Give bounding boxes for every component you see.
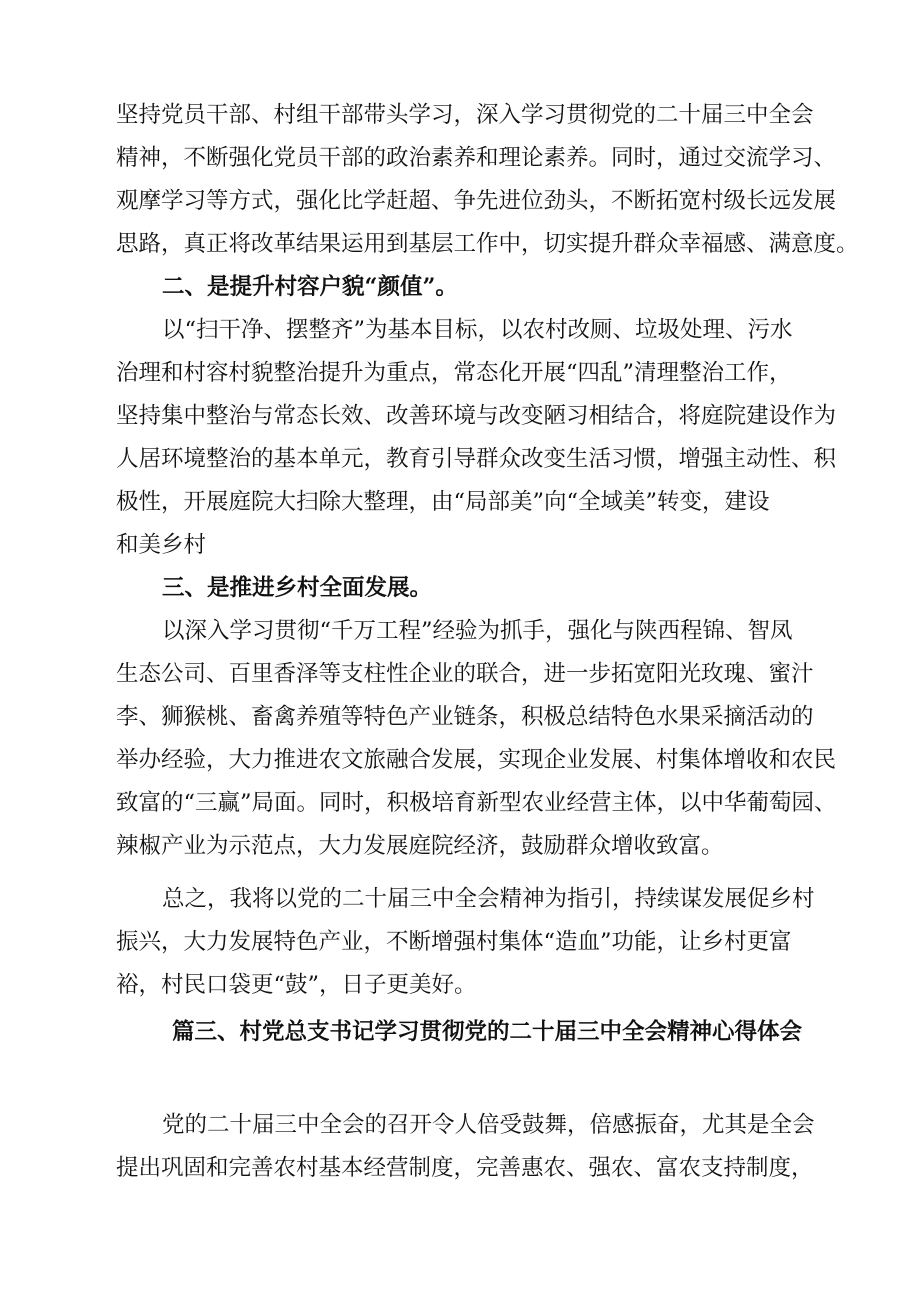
body-line: 总之，我将以党的二十届三中全会精神为指引，持续谋发展促乡村	[162, 886, 815, 912]
body-line: 辣椒产业为示范点，大力发展庭院经济，鼓励群众增收致富。	[116, 833, 724, 859]
body-line: 致富的“三赢”局面。同时，积极培育新型农业经营主体，以中华葡萄园、	[116, 790, 837, 816]
body-line: 坚持党员干部、村组干部带头学习，深入学习贯彻党的二十届三中全会	[116, 102, 814, 128]
body-line: 坚持集中整治与常态长效、改善环境与改变陋习相结合，将庭院建设作为	[116, 403, 837, 429]
body-line: 观摩学习等方式，强化比学赶超、争先进位劲头，不断拓宽村级长远发展	[116, 188, 837, 214]
body-line: 极性，开展庭院大扫除大整理，由“局部美”向“全域美”转变，建设	[116, 489, 770, 515]
section-heading: 三、是推进乡村全面发展。	[162, 575, 433, 601]
body-line: 生态公司、百里香泽等支柱性企业的联合，进一步拓宽阳光玫瑰、蜜汁	[116, 661, 814, 687]
body-line: 精神，不断强化党员干部的政治素养和理论素养。同时，通过交流学习、	[116, 145, 837, 171]
body-line: 思路，真正将改革结果运用到基层工作中，切实提升群众幸福感、满意度。	[116, 231, 859, 257]
body-line: 以“扫干净、摆整齐”为基本目标，以农村改厕、垃圾处理、污水	[162, 317, 793, 343]
body-line: 裕，村民口袋更“鼓”，日子更美好。	[116, 972, 477, 998]
body-line: 党的二十届三中全会的召开令人倍受鼓舞，倍感振奋，尤其是全会	[162, 1112, 815, 1138]
article-title: 篇三、村党总支书记学习贯彻党的二十届三中全会精神心得体会	[172, 1019, 803, 1045]
body-line: 人居环境整治的基本单元，教育引导群众改变生活习惯，增强主动性、积	[116, 446, 837, 472]
body-line: 举办经验，大力推进农文旅融合发展，实现企业发展、村集体增收和农民	[116, 747, 837, 773]
body-line: 提出巩固和完善农村基本经营制度，完善惠农、强农、富农支持制度，	[116, 1155, 814, 1181]
body-line: 和美乡村	[116, 532, 207, 558]
body-line: 李、狮猴桃、畜禽养殖等特色产业链条，积极总结特色水果采摘活动的	[116, 704, 814, 730]
section-heading: 二、是提升村容户貌“颜值”。	[162, 274, 458, 300]
body-line: 以深入学习贯彻“千万工程”经验为抓手，强化与陕西程锦、智凤	[162, 618, 793, 644]
body-line: 治理和村容村貌整治提升为重点，常态化开展“四乱”清理整治工作，	[116, 360, 792, 386]
body-line: 振兴，大力发展特色产业，不断增强村集体“造血”功能，让乡村更富	[116, 929, 792, 955]
